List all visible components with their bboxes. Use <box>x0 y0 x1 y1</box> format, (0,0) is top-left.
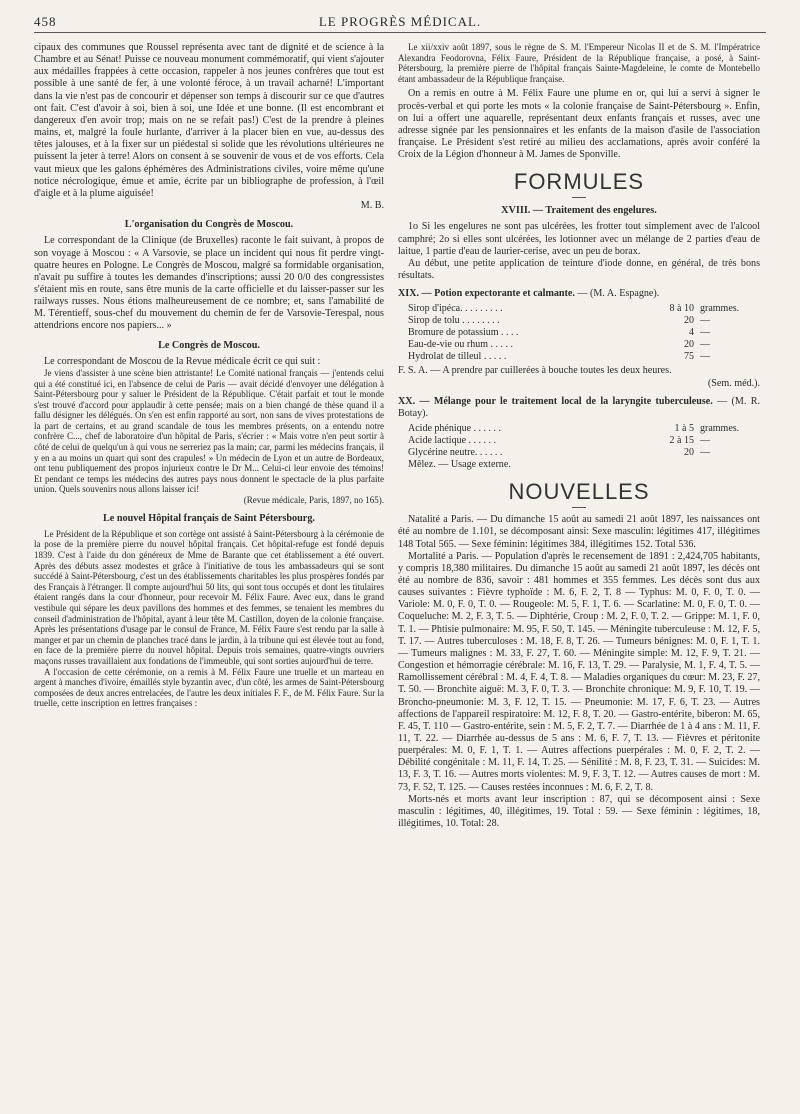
ingredient-row <box>408 327 770 339</box>
ingredient-qty: 20 <box>684 447 694 459</box>
right-column <box>398 42 760 830</box>
ingredient-unit: grammes. <box>700 303 740 315</box>
congres-source: (Revue médicale, Paris, 1897, no 165). <box>243 495 384 506</box>
formules-title: FORMULES <box>513 169 645 195</box>
journal-title: LE PROGRÈS MÉDICAL. <box>318 14 482 29</box>
ingredient-qty: 8 à 10 <box>669 303 694 315</box>
nouvelles-title: NOUVELLES <box>508 479 650 505</box>
ingredient-name: Eau-de-vie ou rhum . . . . . <box>408 339 513 351</box>
ingredient-qty: 20 <box>684 339 694 351</box>
formula-20-heading <box>398 396 760 420</box>
heading-congres: Le Congrès de Moscou. <box>158 339 260 351</box>
morts-nes-paragraph: Morts-nés et morts avant leur inscription : 87, qui se décomposent ainsi : Sexe masculin : légitimes, 40, illégitimes, 19. Total : 59. — Sexe féminin : légitimes, 18, illégitimes, 10. Total: 28. <box>398 793 760 830</box>
left-column <box>34 42 384 709</box>
organisation-paragraph: Le correspondant de la Clinique (de Bruxelles) raconte le fait suivant, à propos de son voyage à Moscou : « A Varsovie, se place un incident qui nous fit perdre vingt-quatre heures en Pologne. Le Congrès de Moscou, malgré sa formidable organisation, n'avait pu suffire à toutes les demandes d'inscriptions; aussi 20 0/0 des congressistes s'étaient mis en route, sans être munis de la carte officielle et du laisser-passer sur les railways russes. Nous étions malheureusement de ce nombre; et, sans l'amabilité de M. Térentieff, sous-chef du mouvement du chemin de fer de Varsovie-Terespal, nous attendrions encore nos papiers... » <box>34 235 384 332</box>
formula-19-fsa: F. S. A. — A prendre par cuillerées à bouche toutes les deux heures. <box>398 365 672 377</box>
ingredient-qty: 20 <box>684 315 694 327</box>
formula-19-source: (Sem. méd.). <box>707 377 760 389</box>
ingredient-unit: — <box>700 315 710 327</box>
intro-signature: M. B. <box>360 200 384 212</box>
ingredient-name: Sirop de tolu . . . . . . . . <box>408 315 500 327</box>
formula-20-table <box>408 423 770 459</box>
natalite-paragraph: Natalité a Paris. — Du dimanche 15 août au samedi 21 août 1897, les naissances ont été au nombre de 1.101, se décomposant ainsi: Sexe masculin: légitimes 417, illégitimes 148 Total 565. — Sexe féminin: légitimes 384, illégitimes 152. Total 536. <box>398 514 760 550</box>
ingredient-row <box>408 423 770 435</box>
intro-paragraph: cipaux des communes que Roussel représenta avec tant de dignité et de science à la Chambre et au Sénat! Puisse ce nouveau monument commémoratif, qui vient s'ajouter aux médailles frappées à cette occasion, rappeler à nos jeunes confrères que tout est possible à une santé de fer, à une volonté féroce, à un travail acharné! L'important dans la vie n'est pas de concourir et dépenser son temps à discourir sur ce que d'autres ont fait. C'est d'avoir à soi, bien à soi, une Idée et une bonne. (Il est encombrant et dangereux d'en avoir trop; mais on ne se refait pas!) C'est de la prendre à pleines mains, et, malgré la foule hurlante, d'arriver à la placer bien en vue, au-dessus des têtes jalouses, et à la fixer sur un piédestal si solide que les révolutions ultérieures ne puissent la jeter à terre! Alors on consent à se souvenir de vous et de vos efforts. Cela vaut mieux que les galons éphémères des Administrations civiles, voire même qu'une notice nécrologique, émue et amie, écrite par un bibliographe de profession, à l'œil d'aigle et à la plume aiguisée! <box>34 42 384 199</box>
formula-19-title: XIX. — Potion expectorante et calmante. <box>398 288 575 300</box>
title-rule <box>572 197 586 198</box>
ingredient-unit: — <box>700 351 710 363</box>
ingredient-row <box>408 339 770 351</box>
formula-18-title: XVIII. — Traitement des engelures. <box>501 205 657 217</box>
title-rule-2 <box>572 507 586 508</box>
ingredient-unit: — <box>700 339 710 351</box>
heading-hopital: Le nouvel Hôpital français de Saint Pétersbourg. <box>103 512 315 524</box>
formula-20-melez: Mêlez. — Usage externe. <box>408 459 511 471</box>
congres-quote: Je viens d'assister à une scène bien attristante! Le Comité national français — j'entends celui qui a été constitué ici, en l'absence de celui de Paris — avait décidé d'envoyer une délégation à Saint-Pétersbourg pour y saluer le Président de la République. C'était parfait et tout le monde s'est trouvé d'accord pour applaudir à cette pensée; mais on a bien changé de thèse quand il a fallu désigner les délégués. On s'en est enfin rapporté au sort, non sans de vives protestations de la part de certains, et au grand scandale de tous les membres présents, on a entendu notre confrère C..., chef de laboratoire d'un hôpital de Paris, s'écrier : « Mais votre n'en peut sortir à côté de celui de quelqu'un à qui vous ne serreriez pas la main; car, parmi les médecins français, il y en a au moins un quart qui sont des crapules! » Un médecin de Lyon et un autre de Bordeaux, ont tenu publiquement des propos injurieux contre le Dr M... Celui-ci leur envoie des témoins! Et pendant ce temps les médecins des autres pays nous donnent le spectacle de la plus parfaite union. Quels souvenirs nous allons laisser ici! <box>34 367 384 495</box>
page-header <box>34 12 766 33</box>
ingredient-unit: — <box>700 435 710 447</box>
ingredient-name: Acide phénique . . . . . . <box>408 423 502 435</box>
ingredient-qty: 75 <box>684 351 694 363</box>
formula-20-author: — (M. R. Botay). <box>398 395 760 419</box>
ingredient-row <box>408 447 770 459</box>
ingredient-unit: — <box>700 327 710 339</box>
formula-18-text-2: Au début, une petite application de teinture d'iode donne, en général, de très bons résultats. <box>398 257 760 282</box>
ingredient-row <box>408 315 770 327</box>
formula-19-author: — (M. A. Espagne). <box>577 288 660 300</box>
mortalite-paragraph: Mortalité a Paris. — Population d'après le recensement de 1891 : 2,424,705 habitants, y compris 18,380 militaires. Du dimanche 15 août au samedi 21 août 1897, les décès ont été au nombre de 836, savoir : 481 hommes et 355 femmes. Les décès sont dus aux causes suivantes : Fièvre typhoïde : M. 6, F. 2, T. 8 — Typhus: M. 0, F. 0, T. 0. — Variole: M. 0, F. 0, T. 0. — Rougeole: M. 5, F. 1, T. 6. — Scarlatine: M. 0, F. 0, T. 0. — Coqueluche: M. 2, F. 3, T. 5. — Diphtérie, Croup : M. 2, F. 0, T. 2. — Grippe: M. 1, F. 0, T. 1. — Phtisie pulmonaire: M. 95, F. 50, T. 145. — Méningite tuberculeuse : M. 12, F. 5, T. 17. — Autres tuberculoses : M. 18, F. 8, T. 26. — Tumeurs bénignes: M. 0, F. 1, T. 1. — Tumeurs malignes : M. 33, F. 27, T. 60. — Méningite simple: M. 12, F. 9, T. 21. — Congestion et hémorragie cérébrale: M. 16, F. 13, T. 29. — Paralysie, M. 1, F. 4, T. 5. — Ramollissement cérébral : M. 4, F. 4, T. 8. — Maladies organiques du cœur: M. 23, F. 27, T. 50. — Bronchite aiguë: M. 3, F. 0, T. 3. — Bronchite chronique: M. 9, F. 10, T. 19. — Broncho-pneumonie: M. 3, F. 12, T. 15. — Pneumonie: M. 17, F. 6, T. 23. — Autres affections de l'appareil respiratoire: M. 12, F. 8, T. 20. — Gastro-entérite, biberon: M. 65, F. 45, T. 110 — Gastro-entérite, sein : M. 5, F. 2, T. 7. — Diarrhée de 1 à 4 ans : M. 11, F. 11, T. 22. — Diarrhée au-dessus de 5 ans : M. 6, F. 7, T. 13. — Fièvres et péritonite puerpérales: M. 0, F. 1, T. 1. — Autres affections puerpérales : M. 0, F. 2, T. 2. — Débilité congénitale : M. 11, F. 14, T. 25. — Sénilité : M. 8, F. 23, T. 31. — Suicides: M. 13, F. 3, T. 16. — Autres morts violentes: M. 9, F. 3, T. 12. — Autres causes de mort : M. 73, F. 52, T. 125. — Causes restées inconnues : M. 6, F. 2, T. 8. <box>398 550 760 793</box>
ingredient-qty: 2 à 15 <box>669 435 694 447</box>
page-number: 458 <box>34 14 57 29</box>
ingredient-unit: grammes. <box>700 423 740 435</box>
ingredient-unit: — <box>700 447 710 459</box>
formula-19-heading <box>398 288 760 300</box>
ingredient-name: Acide lactique . . . . . . <box>408 435 497 447</box>
ingredient-name: Hydrolat de tilleul . . . . . <box>408 351 507 363</box>
ingredient-row <box>408 303 770 315</box>
inscription-paragraph: Le xii/xxiv août 1897, sous le règne de S. M. l'Empereur Nicolas II et de S. M. l'Impératrice Alexandra Feodorovna, Félix Faure, Président de la République française, a posé, à Saint-Pétersbourg, la première pierre de l'hôpital français Sainte-Magdeleine, le comte de Montebello étant ambassadeur de la République française. <box>398 42 760 84</box>
hopital-paragraph-2: A l'occasion de cette cérémonie, on a remis à M. Félix Faure une truelle et un marteau en argent à manches d'ivoire, émaillés style byzantin avec, d'un côté, les armes de Saint-Pétersbourg composées de deux ancres entrelacées, de l'autre les deux initiales F. F., de M. Félix Faure. Sur la truelle, cette inscription en lettres françaises : <box>34 666 384 709</box>
ingredient-qty: 4 <box>689 327 694 339</box>
ingredient-row <box>408 351 770 363</box>
ingredient-name: Bromure de potassium . . . . <box>408 327 519 339</box>
formula-20-title: XX. — Mélange pour le traitement local de la laryngite tuberculeuse. <box>398 395 713 407</box>
formula-18-text: 1o Si les engelures ne sont pas ulcérées, les frotter tout simplement avec de l'alcool camphré; 2o si elles sont ulcérées, les lotionner avec un mélange de 2 parties d'eau de laitue, 1 partie d'eau de laurier-cerise, avec un peu de borax. <box>398 221 760 257</box>
ingredient-name: Sirop d'ipéca. . . . . . . . . <box>408 303 503 315</box>
heading-organisation: L'organisation du Congrès de Moscou. <box>124 219 294 231</box>
ingredient-qty: 1 à 5 <box>674 423 694 435</box>
formula-19-table <box>408 303 770 363</box>
hopital-paragraph: Le Président de la République et son cortège ont assisté à Saint-Pétersbourg à la cérémonie de la pose de la première pierre du nouvel hôpital français. Cet hôpital-refuge est fondé depuis 1839. C'est à l'aide du don généreux de Mme de Barante que cet établissement a été ouvert. Après des débuts assez modestes et grâce à l'initiative de tous les ambassadeurs qui se sont succédé à Saint-Pétersbourg, c'est un des établissements charitables les plus prospères fondés par des Français à l'étranger. Il compte aujourd'hui 50 lits, qui sont tous occupés et dont les titulaires étaient rangés dans la cour d'honneur, pour recevoir M. Félix Faure. Avec eux, dans le grand vestibule qui sépare les deux pavillons des hommes et des femmes, se tenaient les membres du conseil d'administration de l'hôpital, ayant à leur tête M. Castillon, doyen de la colonie française. Après les présentations d'usage par le consul de France, M. Félix Faure s'est rendu par la salle à manger et par un chemin de planches tracé dans le jardin, à la tribune qui est élevée tout au fond, en face de la première pierre du nouvel hôpital. Depuis trois semaines, quatre-vingts ouvriers maçons russes travaillaient aux fondations de l'immeuble, qui sont sorties aujourd'hui de terre. <box>34 528 384 666</box>
congres-paragraph: Le correspondant de Moscou de la Revue médicale écrit ce qui suit : <box>44 355 321 367</box>
ingredient-row <box>408 435 770 447</box>
ingredient-name: Glycérine neutre. . . . . . <box>408 447 503 459</box>
plume-paragraph: On a remis en outre à M. Félix Faure une plume en or, qui lui a servi à signer le procès-verbal et qui porte les mots « la colonie française de Saint-Pétersbourg ». Enfin, on lui a offert une aquarelle, représentant deux enfants français et russes, avec une adresse signée par les pensionnaires et les enfants de la maison d'asile de l'association française. Le Président s'est retiré au milieu des acclamations, après avoir conféré la Croix de la Légion d'honneur à M. James de Sponville. <box>398 88 760 161</box>
